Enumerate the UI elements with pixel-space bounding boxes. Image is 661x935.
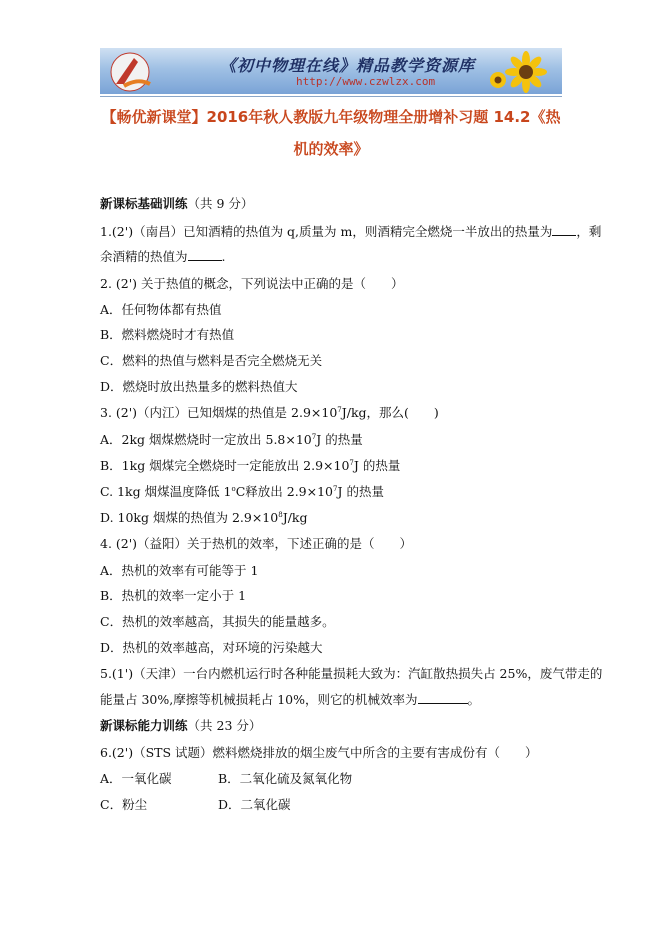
q5-text-2: 能量占 30%,摩擦等机械损耗占 10%，则它的机械效率为 [100, 692, 418, 707]
q3-option-a-text: A．2kg 烟煤燃烧时一定放出 5.8×10 [100, 432, 312, 447]
q5-text-2-end: 。 [467, 692, 481, 707]
q3-option-a-unit: J 的热量 [316, 432, 363, 447]
answer-blank [188, 249, 222, 261]
q3-option-c-unit: J 的热量 [337, 484, 384, 499]
q3-option-d [100, 508, 308, 526]
q3-stem-text: 3. (2')（内江）已知烟煤的热值是 2.9×10 [100, 405, 338, 420]
section-heading-basic [100, 194, 253, 212]
section-heading-text: 新课标能力训练 [100, 718, 188, 733]
q3-stem-unit: J/kg，那么( ) [341, 405, 439, 420]
exponent: 7 [311, 432, 317, 441]
q5-line-1: 5.(1')（天津）一台内燃机运行时各种能量损耗大致为：汽缸散热损失占 25%，废气带走的 [100, 666, 603, 681]
q2-stem: 2. (2') 关于热值的概念，下列说法中正确的是（ ） [100, 276, 404, 291]
section-heading-text: 新课标基础训练 [100, 196, 188, 211]
exponent: 7 [349, 458, 354, 467]
q1-line-2 [100, 247, 226, 265]
q3-option-c-text: C. 1kg 烟煤温度降低 1 [100, 484, 232, 499]
q3-stem [100, 403, 439, 421]
q6-option-b: B．二氧化硫及氮氧化物 [218, 771, 353, 786]
section-points: （共 23 分） [187, 718, 262, 733]
header-banner [100, 48, 562, 94]
section-heading-ability [100, 716, 261, 734]
q4-option-c: C．热机的效率越高，其损失的能量越多。 [100, 614, 335, 629]
q2-option-c: C．燃料的热值与燃料是否完全燃烧无关 [100, 353, 323, 368]
q6-option-a: A．一氧化碳 [100, 771, 172, 786]
site-logo-icon [104, 50, 160, 94]
q6-option-c: C．粉尘 [100, 797, 148, 812]
answer-blank [418, 692, 468, 704]
section-points: （共 9 分） [187, 196, 254, 211]
exponent: 7 [337, 405, 342, 414]
q2-option-d: D．燃烧时放出热量多的燃料热值大 [100, 379, 298, 394]
q6-option-d: D．二氧化碳 [218, 797, 291, 812]
q1-line-1 [100, 222, 601, 240]
q1-text-2: 余酒精的热值为 [100, 249, 188, 264]
q1-text-2-end: . [221, 249, 226, 264]
q2-option-b: B．燃料燃烧时才有热值 [100, 327, 235, 342]
banner-divider [100, 96, 562, 97]
q4-stem: 4. (2')（益阳）关于热机的效率，下述正确的是（ ） [100, 536, 413, 551]
degree-sign: o [231, 484, 236, 493]
q1-text-end: ，剩 [576, 224, 602, 239]
q1-text: 1.(2')（南昌）已知酒精的热值为 q,质量为 m，则酒精完全燃烧一半放出的热量为 [100, 224, 553, 239]
document-title-line-2: 机的效率》 [293, 140, 369, 158]
exponent: 7 [333, 484, 338, 493]
q3-option-c [100, 482, 384, 500]
q3-option-b-unit: J 的热量 [353, 458, 401, 473]
q3-option-a [100, 430, 363, 448]
answer-blank [552, 224, 576, 236]
q2-option-a: A．任何物体都有热值 [100, 302, 222, 317]
exponent: 8 [278, 510, 283, 519]
q3-option-d-text: D. 10kg 烟煤的热值为 2.9×10 [100, 510, 279, 525]
q3-option-c-text-2: C释放出 2.9×10 [235, 484, 334, 499]
document-title-line-1: 【畅优新课堂】2016年秋人教版九年级物理全册增补习题 14.2《热 [101, 108, 561, 126]
banner-title: 《初中物理在线》精品教学资源库 [220, 56, 476, 75]
q4-option-a: A．热机的效率有可能等于 1 [100, 563, 259, 578]
sunflower-icon [486, 50, 556, 94]
q4-option-b: B．热机的效率一定小于 1 [100, 588, 247, 603]
q3-option-b-text: B．1kg 烟煤完全燃烧时一定能放出 2.9×10 [100, 458, 350, 473]
banner-url: http://www.czwlzx.com [296, 75, 436, 88]
q6-stem: 6.(2')（STS 试题）燃料燃烧排放的烟尘废气中所含的主要有害成份有（ ） [100, 745, 538, 760]
q3-option-d-unit: J/kg [282, 510, 308, 525]
q5-line-2 [100, 690, 480, 708]
q3-option-b [100, 456, 400, 474]
q4-option-d: D．热机的效率越高，对环境的污染越大 [100, 640, 323, 655]
